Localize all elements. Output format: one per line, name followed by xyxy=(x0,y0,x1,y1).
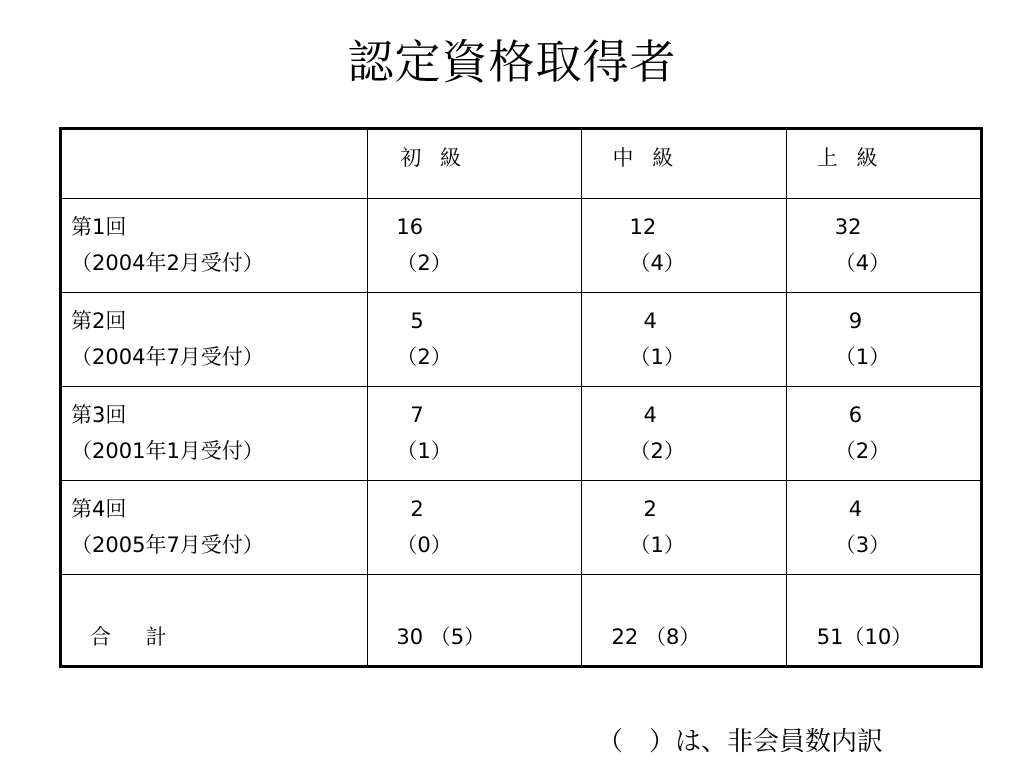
value-cell xyxy=(786,481,981,575)
certification-table xyxy=(59,127,983,668)
non-member-count: （0） xyxy=(396,533,452,557)
total-advanced: 51（10） xyxy=(816,625,913,649)
count: 32 xyxy=(834,215,862,239)
total-value-cell xyxy=(786,575,981,667)
table-header-row xyxy=(61,129,982,199)
count: 12 xyxy=(629,215,657,239)
count: 4 xyxy=(643,309,657,333)
round-label: 第4回 xyxy=(71,497,127,521)
count: 9 xyxy=(848,309,863,333)
count: 5 xyxy=(410,309,424,333)
non-member-count: （1） xyxy=(629,345,685,369)
value-cell xyxy=(368,387,581,481)
non-member-count: （2） xyxy=(834,439,891,463)
value-cell xyxy=(368,293,581,387)
value-cell xyxy=(368,199,581,293)
non-member-count: （2） xyxy=(629,439,685,463)
header-intermediate xyxy=(581,129,786,199)
header-intermediate-label: 中 級 xyxy=(612,146,680,170)
round-label: 第3回 xyxy=(71,403,127,427)
row-label-cell xyxy=(61,481,368,575)
value-cell xyxy=(581,293,786,387)
header-advanced xyxy=(786,129,981,199)
round-date: （2004年7月受付） xyxy=(71,345,264,369)
total-value-cell xyxy=(581,575,786,667)
value-cell xyxy=(786,293,981,387)
value-cell xyxy=(368,481,581,575)
total-label-cell xyxy=(61,575,368,667)
header-advanced-label: 上 級 xyxy=(816,146,884,170)
count: 2 xyxy=(410,497,424,521)
row-label-cell xyxy=(61,293,368,387)
header-beginner-label: 初 級 xyxy=(400,146,468,170)
non-member-count: （4） xyxy=(629,251,685,275)
table-row xyxy=(61,387,982,481)
page-title: 認定資格取得者 xyxy=(347,35,677,89)
header-beginner xyxy=(368,129,581,199)
count: 4 xyxy=(643,403,657,427)
count: 7 xyxy=(410,403,424,427)
total-intermediate: 22 （8） xyxy=(611,625,701,649)
count: 4 xyxy=(848,497,863,521)
non-member-count: （2） xyxy=(396,251,452,275)
non-member-count: （1） xyxy=(629,533,685,557)
row-label-cell xyxy=(61,199,368,293)
non-member-count: （1） xyxy=(396,439,452,463)
total-label: 合 計 xyxy=(90,625,181,649)
non-member-count: （2） xyxy=(396,345,452,369)
value-cell xyxy=(786,387,981,481)
total-value-cell xyxy=(368,575,581,667)
footnote: （ ）は、非会員数内訳 xyxy=(597,727,884,757)
table-row xyxy=(61,293,982,387)
row-label-cell xyxy=(61,387,368,481)
count: 6 xyxy=(848,403,863,427)
count: 16 xyxy=(396,215,424,239)
round-label: 第2回 xyxy=(71,309,127,333)
total-row xyxy=(61,575,982,667)
total-beginner: 30 （5） xyxy=(396,625,486,649)
round-label: 第1回 xyxy=(71,215,127,239)
table-row xyxy=(61,199,982,293)
round-date: （2001年1月受付） xyxy=(71,439,264,463)
table-row xyxy=(61,481,982,575)
non-member-count: （4） xyxy=(834,251,891,275)
non-member-count: （3） xyxy=(834,533,891,557)
round-date: （2005年7月受付） xyxy=(71,533,264,557)
count: 2 xyxy=(643,497,657,521)
non-member-count: （1） xyxy=(834,345,891,369)
value-cell xyxy=(581,387,786,481)
value-cell xyxy=(581,481,786,575)
header-empty-cell xyxy=(61,129,368,199)
value-cell xyxy=(786,199,981,293)
round-date: （2004年2月受付） xyxy=(71,251,264,275)
value-cell xyxy=(581,199,786,293)
